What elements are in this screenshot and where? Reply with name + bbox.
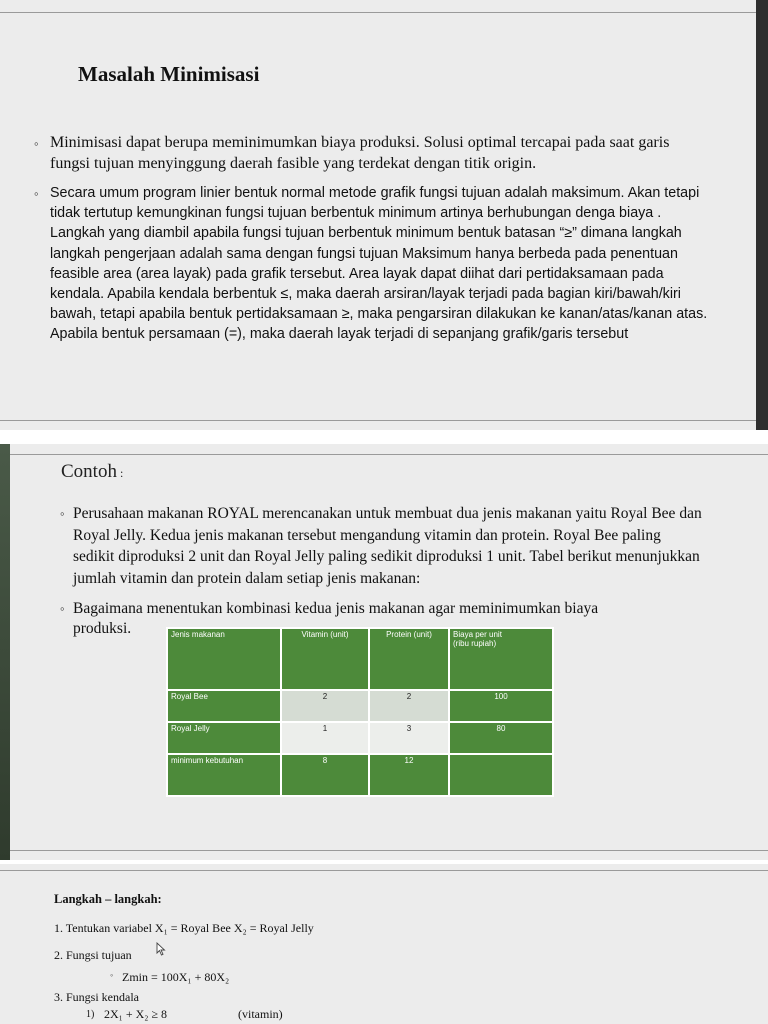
table-row — [167, 690, 553, 722]
slide-gap — [0, 430, 768, 444]
top-rule — [0, 870, 768, 871]
table-header-row — [167, 628, 553, 690]
bullet-circle-icon: ◦ — [60, 601, 65, 616]
paragraph-minimisasi: Minimisasi dapat berupa meminimumkan biaya produksi. Solusi optimal tercapai pada saat garis fungsi tujuan menyinggung daerah fasible yang terdekat dengan titik origin. — [50, 134, 670, 172]
slide-title: Contoh : — [61, 461, 124, 482]
paragraph-example: Perusahaan makanan ROYAL merencanakan untuk membuat dua jenis makanan yaitu Royal Bee dan Royal Jelly. Kedua jenis makanan tersebut mengandung vitamin dan protein. Royal Bee paling sedikit diproduksi 2 unit dan Royal Jelly paling sedikit diproduksi 1 unit. Tabel berikut menunjukkan jumlah vitamin dan protein dalam setiap jenis makanan: — [73, 505, 702, 587]
slide-langkah — [0, 864, 768, 1024]
step-variables: 1. Tentukan variabel X₁ = Royal Bee X₂ = Royal Jelly — [54, 921, 314, 935]
table-header-cell: Jenis makanan — [167, 628, 281, 690]
slide-edge — [756, 0, 768, 430]
table-cell: minimum kebutuhan — [167, 754, 281, 796]
top-rule — [10, 454, 768, 455]
step-constraint-label: 3. Fungsi kendala — [54, 990, 139, 1004]
table-cell: 8 — [281, 754, 369, 796]
table-cell: 2 — [281, 690, 369, 722]
mouse-cursor-icon — [156, 942, 166, 956]
objective-function: Zmin = 100X₁ + 80X₂ — [122, 970, 230, 984]
table-cell: 80 — [449, 722, 553, 754]
constraint-number: 1) — [86, 1009, 95, 1020]
bullet-circle-icon: ◦ — [110, 970, 114, 980]
paragraph-program-linier: Secara umum program linier bentuk normal metode grafik fungsi tujuan adalah maksimum. Akan tetapi tidak tertutup kemungkinan fungsi tujuan berbentuk minimum artinya berhubungan denga biaya . Langkah yang diambil apabila fungsi tujuan berbentuk minimum bentuk batasan “≥” dimana langkah langkah pengerjaan adalah sama dengan fungsi tujuan Maksimum hanya berbeda pada penentuan feasible area (area layak) pada grafik tersebut. Area layak dapat diihat dari pertidaksamaan pada kendala. Apabila kendala berbentuk ≤, maka daerah arsiran/layak terjadi pada bagian kiri/bawah/kiri bawah, tetapi apabila bentuk pertidaksamaan ≥, maka pengarsiran dilakukan ke kanan/atas/kanan atas. Apabila bentuk persamaan (=), maka daerah layak terjadi di sepanjang grafik/garis tersebut — [50, 185, 708, 343]
table-header-cell: Biaya per unit (ribu rupiah) — [449, 628, 553, 690]
slide-edge — [0, 444, 10, 860]
slide-contoh — [10, 444, 768, 860]
table-header-cell: Protein (unit) — [369, 628, 449, 690]
table-cell: 3 — [369, 722, 449, 754]
constraint-vitamin: 2X₁ + X₂ ≥ 8 — [104, 1007, 168, 1021]
steps-heading: Langkah – langkah: — [54, 892, 162, 906]
table-cell: 1 — [281, 722, 369, 754]
bullet-circle-icon: ◦ — [34, 136, 39, 151]
table-cell: 100 — [449, 690, 553, 722]
table-cell: Royal Bee — [167, 690, 281, 722]
slide-title: Masalah Minimisasi — [78, 62, 260, 86]
table-cell: 2 — [369, 690, 449, 722]
table-cell: Royal Jelly — [167, 722, 281, 754]
paragraph-question-continued: produksi. — [73, 620, 132, 637]
constraint-vitamin-label: (vitamin) — [238, 1007, 283, 1021]
table-cell — [449, 754, 553, 796]
nutrition-table — [166, 627, 554, 797]
bottom-rule — [10, 850, 768, 851]
slide-masalah-minimisasi — [0, 0, 756, 430]
table-cell: 12 — [369, 754, 449, 796]
step-objective-label: 2. Fungsi tujuan — [54, 948, 132, 962]
top-rule — [0, 12, 756, 13]
bullet-circle-icon: ◦ — [34, 186, 39, 201]
bullet-circle-icon: ◦ — [60, 506, 65, 521]
table-row — [167, 754, 553, 796]
bottom-rule — [0, 420, 756, 421]
paragraph-question: Bagaimana menentukan kombinasi kedua jenis makanan agar meminimumkan biaya — [73, 600, 599, 617]
table-row — [167, 722, 553, 754]
table-header-cell: Vitamin (unit) — [281, 628, 369, 690]
